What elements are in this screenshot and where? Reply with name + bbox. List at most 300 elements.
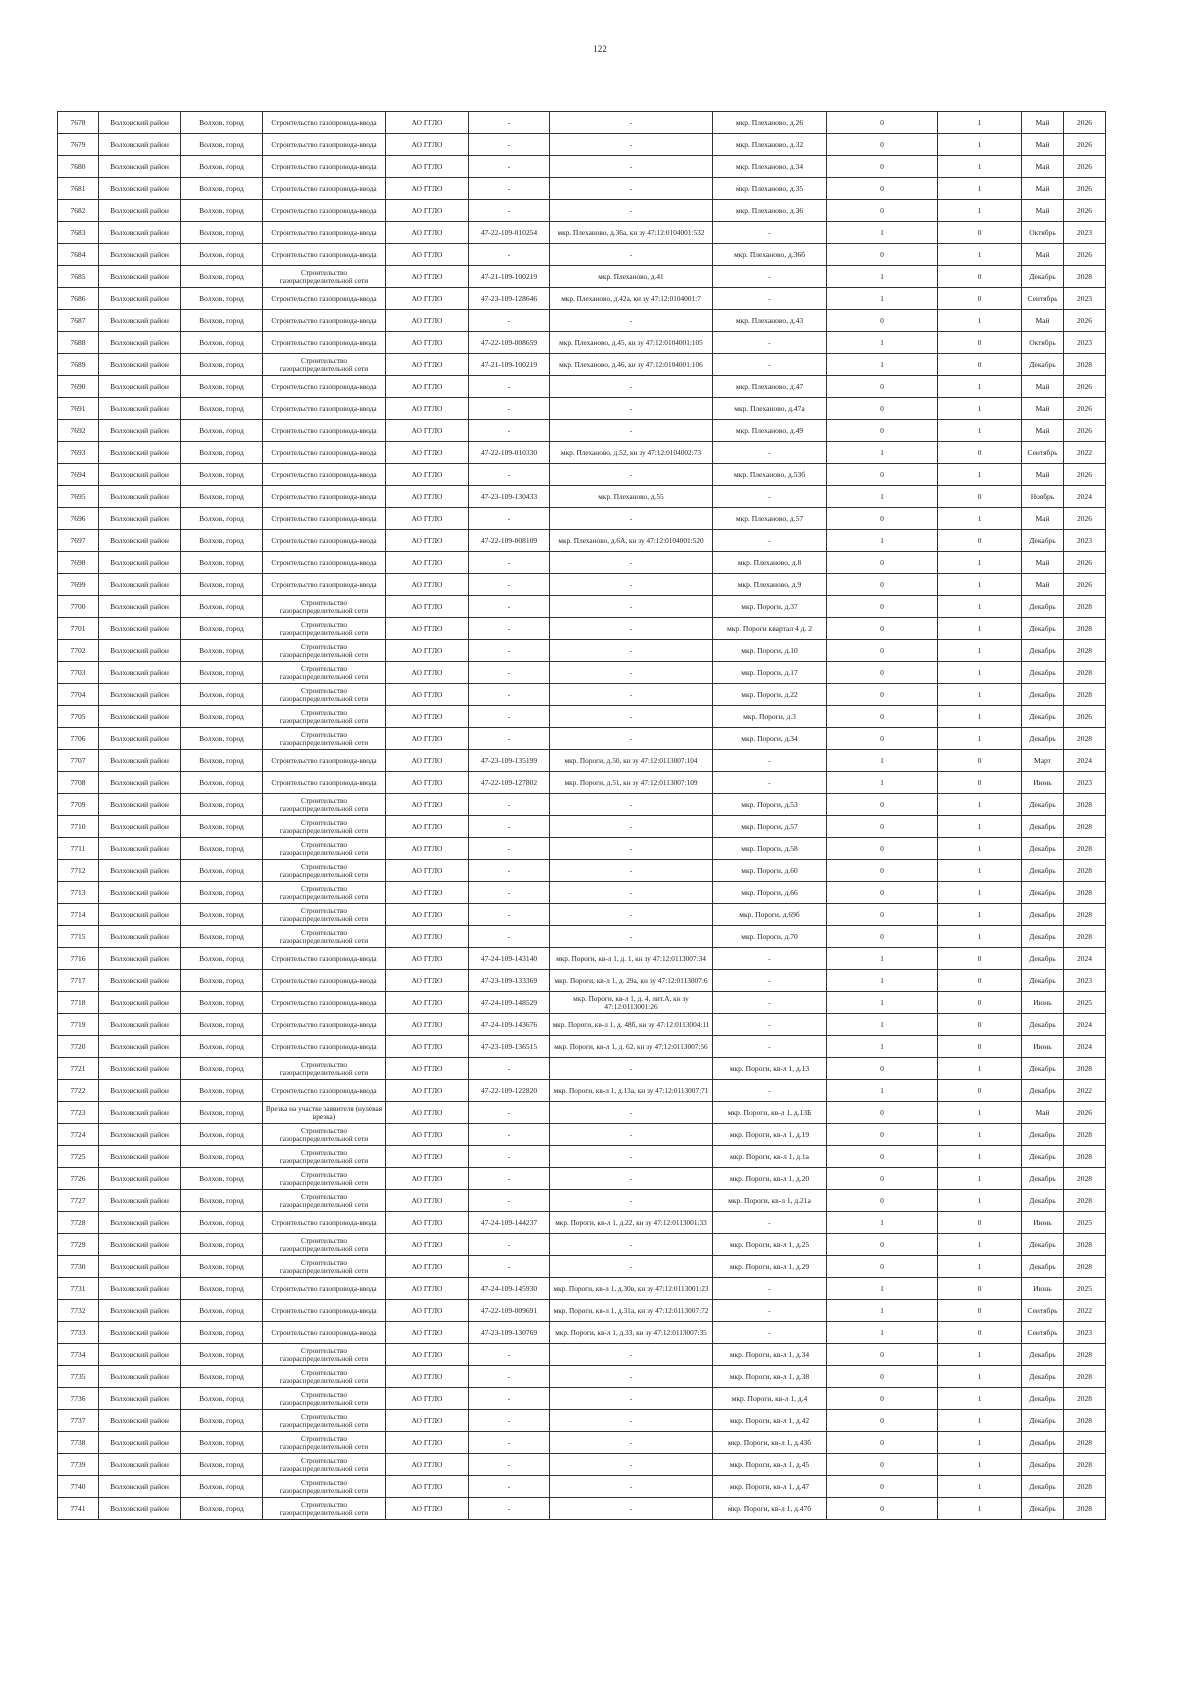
application-number-cell: 47-22-109-008109 <box>469 530 550 552</box>
table-row <box>58 156 1106 178</box>
row-number-cell: 7696 <box>58 508 99 530</box>
settlement-cell: Волхов, город <box>181 244 263 266</box>
row-number-cell: 7697 <box>58 530 99 552</box>
table-row <box>58 112 1106 134</box>
table-row <box>58 1278 1106 1300</box>
work-type-cell: Строительство газораспределительной сети <box>263 266 386 288</box>
table-row <box>58 464 1106 486</box>
year-cell: 2022 <box>1064 442 1106 464</box>
table-row <box>58 860 1106 882</box>
application-number-cell: - <box>469 838 550 860</box>
application-number-cell: 47-23-109-133369 <box>469 970 550 992</box>
row-number-cell: 7709 <box>58 794 99 816</box>
cadastral-address-cell: - <box>550 816 713 838</box>
month-cell: Ноябрь <box>1022 486 1064 508</box>
district-cell: Волховский район <box>99 464 181 486</box>
table-row <box>58 772 1106 794</box>
year-cell: 2026 <box>1064 134 1106 156</box>
row-number-cell: 7731 <box>58 1278 99 1300</box>
cadastral-address-cell: мкр. Пороги, д.51, кн зу 47:12:0113007:109 <box>550 772 713 794</box>
address-cell: мкр. Плеханово, д.34 <box>713 156 827 178</box>
no-contract-flag-cell: 0 <box>938 1300 1022 1322</box>
organization-cell: АО ГГЛО <box>386 1322 469 1344</box>
address-cell: мкр. Плеханово, д.32 <box>713 134 827 156</box>
no-contract-flag-cell: 1 <box>938 706 1022 728</box>
application-number-cell: 47-22-109-009691 <box>469 1300 550 1322</box>
cadastral-address-cell: - <box>550 794 713 816</box>
organization-cell: АО ГГЛО <box>386 948 469 970</box>
work-type-cell: Строительство газопровода-ввода <box>263 288 386 310</box>
cadastral-address-cell: - <box>550 1366 713 1388</box>
year-cell: 2023 <box>1064 772 1106 794</box>
organization-cell: АО ГГЛО <box>386 1256 469 1278</box>
address-cell: мкр. Пороги квартал 4 д. 2 <box>713 618 827 640</box>
application-number-cell: - <box>469 552 550 574</box>
district-cell: Волховский район <box>99 156 181 178</box>
contract-flag-cell: 0 <box>827 1498 938 1520</box>
district-cell: Волховский район <box>99 178 181 200</box>
no-contract-flag-cell: 1 <box>938 1234 1022 1256</box>
month-cell: Май <box>1022 552 1064 574</box>
table-row <box>58 926 1106 948</box>
application-number-cell: - <box>469 1190 550 1212</box>
contract-flag-cell: 0 <box>827 706 938 728</box>
work-type-cell: Строительство газораспределительной сети <box>263 882 386 904</box>
settlement-cell: Волхов, город <box>181 1322 263 1344</box>
work-type-cell: Строительство газораспределительной сети <box>263 794 386 816</box>
organization-cell: АО ГГЛО <box>386 398 469 420</box>
address-cell: мкр. Плеханово, д.35 <box>713 178 827 200</box>
table-row <box>58 1410 1106 1432</box>
settlement-cell: Волхов, город <box>181 838 263 860</box>
address-cell: - <box>713 1014 827 1036</box>
work-type-cell: Строительство газораспределительной сети <box>263 1146 386 1168</box>
table-row <box>58 1102 1106 1124</box>
row-number-cell: 7707 <box>58 750 99 772</box>
table-row <box>58 1344 1106 1366</box>
organization-cell: АО ГГЛО <box>386 640 469 662</box>
row-number-cell: 7682 <box>58 200 99 222</box>
organization-cell: АО ГГЛО <box>386 464 469 486</box>
cadastral-address-cell: - <box>550 1454 713 1476</box>
contract-flag-cell: 0 <box>827 376 938 398</box>
address-cell: мкр. Пороги, кв-л 1, д.38 <box>713 1366 827 1388</box>
contract-flag-cell: 0 <box>827 1344 938 1366</box>
row-number-cell: 7694 <box>58 464 99 486</box>
application-number-cell: - <box>469 860 550 882</box>
settlement-cell: Волхов, город <box>181 1102 263 1124</box>
cadastral-address-cell: мкр. Плеханово, д.36а, кн зу 47:12:0104001:532 <box>550 222 713 244</box>
year-cell: 2028 <box>1064 1146 1106 1168</box>
month-cell: Декабрь <box>1022 904 1064 926</box>
application-number-cell: 47-22-109-010254 <box>469 222 550 244</box>
contract-flag-cell: 0 <box>827 1388 938 1410</box>
organization-cell: АО ГГЛО <box>386 1212 469 1234</box>
district-cell: Волховский район <box>99 904 181 926</box>
cadastral-address-cell: - <box>550 420 713 442</box>
row-number-cell: 7729 <box>58 1234 99 1256</box>
row-number-cell: 7687 <box>58 310 99 332</box>
contract-flag-cell: 1 <box>827 750 938 772</box>
contract-flag-cell: 0 <box>827 1256 938 1278</box>
month-cell: Май <box>1022 574 1064 596</box>
row-number-cell: 7699 <box>58 574 99 596</box>
no-contract-flag-cell: 1 <box>938 662 1022 684</box>
row-number-cell: 7685 <box>58 266 99 288</box>
month-cell: Май <box>1022 244 1064 266</box>
year-cell: 2028 <box>1064 662 1106 684</box>
district-cell: Волховский район <box>99 1014 181 1036</box>
application-number-cell: 47-24-109-145930 <box>469 1278 550 1300</box>
settlement-cell: Волхов, город <box>181 266 263 288</box>
district-cell: Волховский район <box>99 1146 181 1168</box>
application-number-cell: - <box>469 1410 550 1432</box>
row-number-cell: 7681 <box>58 178 99 200</box>
table-row <box>58 266 1106 288</box>
contract-flag-cell: 0 <box>827 1124 938 1146</box>
cadastral-address-cell: - <box>550 1344 713 1366</box>
address-cell: мкр. Плеханово, д.49 <box>713 420 827 442</box>
organization-cell: АО ГГЛО <box>386 222 469 244</box>
month-cell: Декабрь <box>1022 266 1064 288</box>
settlement-cell: Волхов, город <box>181 442 263 464</box>
address-cell: - <box>713 354 827 376</box>
year-cell: 2024 <box>1064 948 1106 970</box>
year-cell: 2026 <box>1064 156 1106 178</box>
table-body <box>58 112 1106 1520</box>
address-cell: мкр. Плеханово, д.47 <box>713 376 827 398</box>
no-contract-flag-cell: 1 <box>938 1256 1022 1278</box>
address-cell: - <box>713 222 827 244</box>
cadastral-address-cell: - <box>550 178 713 200</box>
table-row <box>58 200 1106 222</box>
year-cell: 2028 <box>1064 860 1106 882</box>
row-number-cell: 7684 <box>58 244 99 266</box>
year-cell: 2026 <box>1064 178 1106 200</box>
settlement-cell: Волхов, город <box>181 310 263 332</box>
year-cell: 2028 <box>1064 794 1106 816</box>
organization-cell: АО ГГЛО <box>386 1476 469 1498</box>
cadastral-address-cell: - <box>550 684 713 706</box>
settlement-cell: Волхов, город <box>181 288 263 310</box>
contract-flag-cell: 0 <box>827 662 938 684</box>
district-cell: Волховский район <box>99 1498 181 1520</box>
month-cell: Май <box>1022 398 1064 420</box>
district-cell: Волховский район <box>99 442 181 464</box>
work-type-cell: Строительство газораспределительной сети <box>263 1366 386 1388</box>
month-cell: Декабрь <box>1022 1190 1064 1212</box>
no-contract-flag-cell: 1 <box>938 596 1022 618</box>
year-cell: 2023 <box>1064 530 1106 552</box>
table-row <box>58 486 1106 508</box>
work-type-cell: Строительство газораспределительной сети <box>263 1388 386 1410</box>
application-number-cell: - <box>469 662 550 684</box>
application-number-cell: 47-23-109-135199 <box>469 750 550 772</box>
application-number-cell: - <box>469 244 550 266</box>
no-contract-flag-cell: 1 <box>938 1454 1022 1476</box>
district-cell: Волховский район <box>99 640 181 662</box>
row-number-cell: 7714 <box>58 904 99 926</box>
month-cell: Июнь <box>1022 1212 1064 1234</box>
year-cell: 2023 <box>1064 332 1106 354</box>
year-cell: 2023 <box>1064 1322 1106 1344</box>
contract-flag-cell: 0 <box>827 200 938 222</box>
organization-cell: АО ГГЛО <box>386 134 469 156</box>
month-cell: Декабрь <box>1022 1410 1064 1432</box>
application-number-cell: - <box>469 882 550 904</box>
contract-flag-cell: 0 <box>827 178 938 200</box>
work-type-cell: Строительство газопровода-ввода <box>263 1300 386 1322</box>
table-row <box>58 1014 1106 1036</box>
district-cell: Волховский район <box>99 1124 181 1146</box>
district-cell: Волховский район <box>99 1058 181 1080</box>
table-row <box>58 530 1106 552</box>
row-number-cell: 7713 <box>58 882 99 904</box>
cadastral-address-cell: - <box>550 706 713 728</box>
organization-cell: АО ГГЛО <box>386 1190 469 1212</box>
month-cell: Декабрь <box>1022 1256 1064 1278</box>
cadastral-address-cell: мкр. Плеханово, д.45, кн зу 47:12:0104001:105 <box>550 332 713 354</box>
month-cell: Июнь <box>1022 772 1064 794</box>
application-number-cell: - <box>469 1454 550 1476</box>
settlement-cell: Волхов, город <box>181 926 263 948</box>
no-contract-flag-cell: 0 <box>938 772 1022 794</box>
table-row <box>58 728 1106 750</box>
work-type-cell: Строительство газораспределительной сети <box>263 1476 386 1498</box>
row-number-cell: 7691 <box>58 398 99 420</box>
no-contract-flag-cell: 1 <box>938 1410 1022 1432</box>
organization-cell: АО ГГЛО <box>386 1036 469 1058</box>
cadastral-address-cell: - <box>550 838 713 860</box>
application-number-cell: 47-23-109-130769 <box>469 1322 550 1344</box>
page-number: 122 <box>593 44 607 54</box>
contract-flag-cell: 1 <box>827 1014 938 1036</box>
organization-cell: АО ГГЛО <box>386 838 469 860</box>
cadastral-address-cell: - <box>550 1410 713 1432</box>
row-number-cell: 7718 <box>58 992 99 1014</box>
address-cell: мкр. Плеханово, д.8 <box>713 552 827 574</box>
cadastral-address-cell: - <box>550 112 713 134</box>
organization-cell: АО ГГЛО <box>386 662 469 684</box>
address-cell: - <box>713 1036 827 1058</box>
organization-cell: АО ГГЛО <box>386 310 469 332</box>
cadastral-address-cell: мкр. Плеханово, д.55 <box>550 486 713 508</box>
application-number-cell: - <box>469 178 550 200</box>
settlement-cell: Волхов, город <box>181 200 263 222</box>
address-cell: мкр. Пороги, кв-л 1, д.43б <box>713 1432 827 1454</box>
no-contract-flag-cell: 0 <box>938 992 1022 1014</box>
application-number-cell: - <box>469 508 550 530</box>
month-cell: Октябрь <box>1022 332 1064 354</box>
address-cell: - <box>713 288 827 310</box>
row-number-cell: 7730 <box>58 1256 99 1278</box>
month-cell: Декабрь <box>1022 640 1064 662</box>
year-cell: 2026 <box>1064 706 1106 728</box>
cadastral-address-cell: мкр. Плеханово, д.46, кн зу 47:12:0104001:106 <box>550 354 713 376</box>
application-number-cell: 47-23-109-128646 <box>469 288 550 310</box>
district-cell: Волховский район <box>99 398 181 420</box>
address-cell: мкр. Пороги, д.66 <box>713 882 827 904</box>
row-number-cell: 7727 <box>58 1190 99 1212</box>
year-cell: 2028 <box>1064 1476 1106 1498</box>
work-type-cell: Строительство газораспределительной сети <box>263 1190 386 1212</box>
contract-flag-cell: 0 <box>827 1102 938 1124</box>
table-row <box>58 420 1106 442</box>
no-contract-flag-cell: 1 <box>938 508 1022 530</box>
settlement-cell: Волхов, город <box>181 1058 263 1080</box>
month-cell: Декабрь <box>1022 1014 1064 1036</box>
table-row <box>58 376 1106 398</box>
district-cell: Волховский район <box>99 354 181 376</box>
work-type-cell: Строительство газопровода-ввода <box>263 1080 386 1102</box>
district-cell: Волховский район <box>99 1102 181 1124</box>
no-contract-flag-cell: 1 <box>938 200 1022 222</box>
no-contract-flag-cell: 1 <box>938 156 1022 178</box>
district-cell: Волховский район <box>99 244 181 266</box>
settlement-cell: Волхов, город <box>181 1234 263 1256</box>
row-number-cell: 7736 <box>58 1388 99 1410</box>
month-cell: Декабрь <box>1022 882 1064 904</box>
table-row <box>58 134 1106 156</box>
month-cell: Декабрь <box>1022 1344 1064 1366</box>
year-cell: 2025 <box>1064 992 1106 1014</box>
settlement-cell: Волхов, город <box>181 706 263 728</box>
district-cell: Волховский район <box>99 1410 181 1432</box>
month-cell: Май <box>1022 156 1064 178</box>
contract-flag-cell: 0 <box>827 684 938 706</box>
no-contract-flag-cell: 1 <box>938 134 1022 156</box>
table-row <box>58 1124 1106 1146</box>
contract-flag-cell: 0 <box>827 112 938 134</box>
cadastral-address-cell: мкр. Пороги, кв-л 1, д. 4, лит.А, кн зу 47:12:0113001:26 <box>550 992 713 1014</box>
organization-cell: АО ГГЛО <box>386 596 469 618</box>
address-cell: мкр. Пороги, д.3 <box>713 706 827 728</box>
address-cell: - <box>713 1212 827 1234</box>
contract-flag-cell: 0 <box>827 618 938 640</box>
year-cell: 2028 <box>1064 640 1106 662</box>
district-cell: Волховский район <box>99 1036 181 1058</box>
application-number-cell: 47-21-109-100219 <box>469 266 550 288</box>
address-cell: - <box>713 948 827 970</box>
month-cell: Декабрь <box>1022 948 1064 970</box>
contract-flag-cell: 0 <box>827 1432 938 1454</box>
district-cell: Волховский район <box>99 728 181 750</box>
district-cell: Волховский район <box>99 772 181 794</box>
application-number-cell: - <box>469 1256 550 1278</box>
address-cell: - <box>713 970 827 992</box>
application-number-cell: 47-22-109-127802 <box>469 772 550 794</box>
district-cell: Волховский район <box>99 1190 181 1212</box>
district-cell: Волховский район <box>99 1454 181 1476</box>
application-number-cell: 47-22-109-122820 <box>469 1080 550 1102</box>
address-cell: мкр. Пороги, кв-л 1, д.45 <box>713 1454 827 1476</box>
settlement-cell: Волхов, город <box>181 376 263 398</box>
address-cell: - <box>713 750 827 772</box>
contract-flag-cell: 1 <box>827 486 938 508</box>
table-row <box>58 596 1106 618</box>
cadastral-address-cell: - <box>550 904 713 926</box>
address-cell: мкр. Пороги, кв-л 1, д.47б <box>713 1498 827 1520</box>
row-number-cell: 7692 <box>58 420 99 442</box>
work-type-cell: Строительство газораспределительной сети <box>263 618 386 640</box>
work-type-cell: Строительство газораспределительной сети <box>263 1410 386 1432</box>
settlement-cell: Волхов, город <box>181 1366 263 1388</box>
work-type-cell: Строительство газораспределительной сети <box>263 1454 386 1476</box>
table-row <box>58 552 1106 574</box>
organization-cell: АО ГГЛО <box>386 706 469 728</box>
application-number-cell: - <box>469 728 550 750</box>
organization-cell: АО ГГЛО <box>386 794 469 816</box>
application-number-cell: - <box>469 1124 550 1146</box>
cadastral-address-cell: - <box>550 860 713 882</box>
organization-cell: АО ГГЛО <box>386 332 469 354</box>
address-cell: мкр. Пороги, кв-л 1, д.4 <box>713 1388 827 1410</box>
no-contract-flag-cell: 0 <box>938 1322 1022 1344</box>
year-cell: 2026 <box>1064 574 1106 596</box>
no-contract-flag-cell: 1 <box>938 178 1022 200</box>
contract-flag-cell: 0 <box>827 156 938 178</box>
address-cell: мкр. Пороги, д.34 <box>713 728 827 750</box>
year-cell: 2028 <box>1064 904 1106 926</box>
table-row <box>58 442 1106 464</box>
contract-flag-cell: 0 <box>827 794 938 816</box>
application-number-cell: 47-22-109-008659 <box>469 332 550 354</box>
contract-flag-cell: 0 <box>827 728 938 750</box>
year-cell: 2028 <box>1064 1256 1106 1278</box>
address-cell: мкр. Пороги, кв-л 1, д.20 <box>713 1168 827 1190</box>
organization-cell: АО ГГЛО <box>386 992 469 1014</box>
row-number-cell: 7737 <box>58 1410 99 1432</box>
table-row <box>58 1432 1106 1454</box>
work-type-cell: Строительство газораспределительной сети <box>263 860 386 882</box>
row-number-cell: 7688 <box>58 332 99 354</box>
application-number-cell: - <box>469 816 550 838</box>
year-cell: 2028 <box>1064 882 1106 904</box>
work-type-cell: Строительство газопровода-ввода <box>263 178 386 200</box>
year-cell: 2025 <box>1064 1212 1106 1234</box>
district-cell: Волховский район <box>99 838 181 860</box>
district-cell: Волховский район <box>99 420 181 442</box>
no-contract-flag-cell: 1 <box>938 882 1022 904</box>
address-cell: мкр. Пороги, д.53 <box>713 794 827 816</box>
address-cell: мкр. Пороги, д.57 <box>713 816 827 838</box>
row-number-cell: 7708 <box>58 772 99 794</box>
row-number-cell: 7739 <box>58 1454 99 1476</box>
work-type-cell: Строительство газораспределительной сети <box>263 1168 386 1190</box>
row-number-cell: 7735 <box>58 1366 99 1388</box>
year-cell: 2028 <box>1064 1190 1106 1212</box>
application-number-cell: - <box>469 1476 550 1498</box>
contract-flag-cell: 0 <box>827 244 938 266</box>
no-contract-flag-cell: 1 <box>938 838 1022 860</box>
cadastral-address-cell: - <box>550 552 713 574</box>
year-cell: 2028 <box>1064 1344 1106 1366</box>
row-number-cell: 7722 <box>58 1080 99 1102</box>
organization-cell: АО ГГЛО <box>386 1388 469 1410</box>
address-cell: мкр. Пороги, кв-л 1, д.21а <box>713 1190 827 1212</box>
contract-flag-cell: 1 <box>827 222 938 244</box>
data-table <box>57 111 1106 1520</box>
organization-cell: АО ГГЛО <box>386 376 469 398</box>
district-cell: Волховский район <box>99 310 181 332</box>
no-contract-flag-cell: 1 <box>938 1366 1022 1388</box>
row-number-cell: 7704 <box>58 684 99 706</box>
month-cell: Июнь <box>1022 992 1064 1014</box>
month-cell: Декабрь <box>1022 684 1064 706</box>
month-cell: Декабрь <box>1022 1168 1064 1190</box>
settlement-cell: Волхов, город <box>181 1190 263 1212</box>
contract-flag-cell: 0 <box>827 596 938 618</box>
